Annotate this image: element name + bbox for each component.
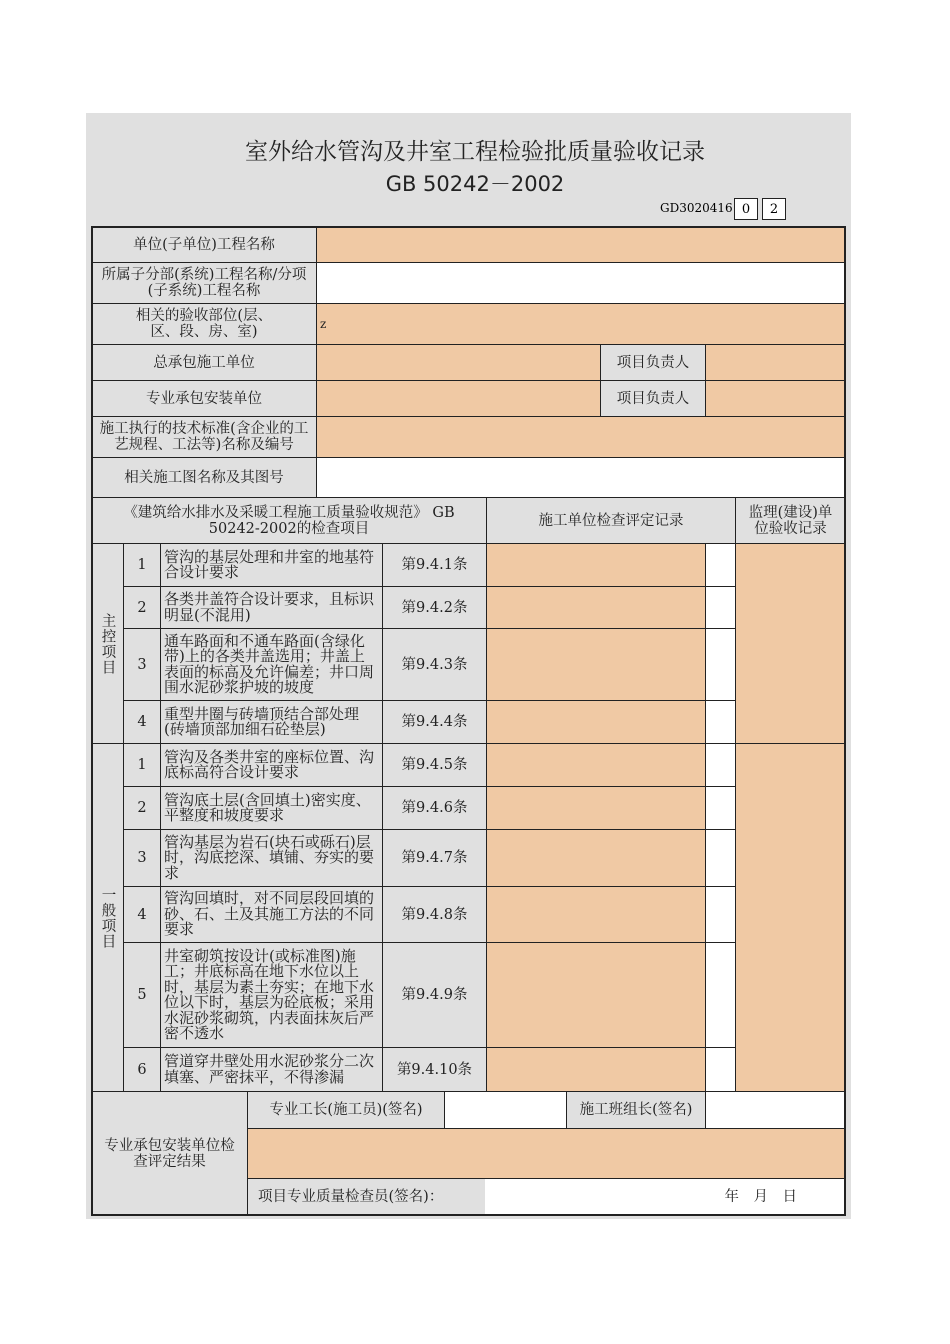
item-description: 重型井圈与砖墙顶结合部处理(砖墙顶部加细石砼垫层): [160, 700, 383, 744]
drawing-label: 相关施工图名称及其图号: [91, 457, 317, 498]
item-check-record[interactable]: [486, 942, 706, 1048]
item-check-record[interactable]: [486, 628, 706, 701]
item-description: 管沟回填时，对不同层段回填的砂、石、土及其施工方法的不同要求: [160, 886, 383, 943]
item-number: 6: [123, 1047, 161, 1092]
item-number: 5: [123, 942, 161, 1048]
item-clause: 第9.4.4条: [382, 700, 487, 744]
main-items-label: 主控项目: [91, 543, 124, 744]
item-number: 1: [123, 743, 161, 787]
item-clause: 第9.4.10条: [382, 1047, 487, 1092]
item-clause: 第9.4.2条: [382, 586, 487, 629]
general-contractor-label: 总承包施工单位: [91, 344, 317, 381]
result-label: 专业承包安装单位检查评定结果: [91, 1091, 248, 1216]
item-description: 管沟的基层处理和井室的地基符合设计要求: [160, 543, 383, 587]
item-result-mark[interactable]: [705, 942, 736, 1048]
item-result-mark[interactable]: [705, 543, 736, 587]
subdivision-field[interactable]: [316, 262, 846, 304]
item-clause: 第9.4.6条: [382, 786, 487, 830]
general-contractor-field[interactable]: [316, 344, 601, 381]
general-items-label: 一般项目: [91, 743, 124, 1092]
item-number: 4: [123, 700, 161, 744]
item-clause: 第9.4.7条: [382, 829, 487, 887]
item-check-record[interactable]: [486, 543, 706, 587]
contractor-record-header: 施工单位检查评定记录: [486, 497, 736, 544]
tech-standard-label: 施工执行的技术标准(含企业的工艺规程、工法等)名称及编号: [91, 416, 317, 458]
sub-contractor-label: 专业承包安装单位: [91, 380, 317, 417]
item-number: 1: [123, 543, 161, 587]
item-clause: 第9.4.1条: [382, 543, 487, 587]
item-result-mark[interactable]: [705, 628, 736, 701]
foreman-label: 专业工长(施工员)(签名): [247, 1091, 445, 1129]
item-clause: 第9.4.5条: [382, 743, 487, 787]
project-manager-label-2: 项目负责人: [600, 380, 706, 417]
item-description: 管沟底土层(含回填土)密实度、平整度和坡度要求: [160, 786, 383, 830]
item-check-record[interactable]: [486, 586, 706, 629]
sub-contractor-field[interactable]: [316, 380, 601, 417]
item-result-mark[interactable]: [705, 743, 736, 787]
general-supervisor-field[interactable]: [735, 743, 846, 1092]
item-check-record[interactable]: [486, 829, 706, 887]
item-check-record[interactable]: [486, 700, 706, 744]
inspector-date-field[interactable]: 年 月 日: [485, 1178, 846, 1216]
item-number: 2: [123, 586, 161, 629]
unit-name-field[interactable]: [316, 226, 846, 263]
foreman-signature-field[interactable]: [444, 1091, 567, 1129]
team-leader-signature-field[interactable]: [705, 1091, 846, 1129]
code-box-1[interactable]: 0: [734, 198, 758, 220]
item-description: 井室砌筑按设计(或标准图)施工；井底标高在地下水位以上时，基层为素土夯实；在地下水位以下时，基层为砼底板；采用水泥砂浆砌筑，内表面抹灰后严密不透水: [160, 942, 383, 1048]
project-manager-label: 项目负责人: [600, 344, 706, 381]
spec-column-header: 《建筑给水排水及采暖工程施工质量验收规范》 GB 50242-2002的检查项目: [91, 497, 487, 544]
item-check-record[interactable]: [486, 1047, 706, 1092]
item-description: 管道穿井壁处用水泥砂浆分二次填塞、严密抹平，不得渗漏: [160, 1047, 383, 1092]
item-clause: 第9.4.3条: [382, 628, 487, 701]
item-check-record[interactable]: [486, 886, 706, 943]
supervisor-record-header: 监理(建设)单位验收记录: [735, 497, 846, 544]
location-field[interactable]: z: [316, 303, 846, 345]
item-description: 通车路面和不通车路面(含绿化带)上的各类井盖选用；井盖上表面的标高及允许偏差；井口周围水泥砂浆护坡的坡度: [160, 628, 383, 701]
form-title: 室外给水管沟及井室工程检验批质量验收记录: [245, 139, 705, 165]
subdivision-label: 所属子分部(系统)工程名称/分项(子系统)工程名称: [91, 262, 317, 304]
item-clause: 第9.4.8条: [382, 886, 487, 943]
item-number: 3: [123, 829, 161, 887]
unit-name-label: 单位(子单位)工程名称: [91, 226, 317, 263]
item-result-mark[interactable]: [705, 829, 736, 887]
item-result-mark[interactable]: [705, 786, 736, 830]
result-field[interactable]: [247, 1128, 846, 1179]
item-result-mark[interactable]: [705, 886, 736, 943]
item-description: 管沟及各类井室的座标位置、沟底标高符合设计要求: [160, 743, 383, 787]
standard-code: GB 50242－2002: [385, 172, 565, 196]
item-description: 管沟基层为岩石(块石或砾石)层时，沟底挖深、填铺、夯实的要求: [160, 829, 383, 887]
form-code: GD3020416: [660, 201, 733, 215]
code-box-2[interactable]: 2: [762, 198, 786, 220]
item-description: 各类井盖符合设计要求，且标识明显(不混用): [160, 586, 383, 629]
item-result-mark[interactable]: [705, 586, 736, 629]
project-manager-field-2[interactable]: [705, 380, 846, 417]
drawing-field[interactable]: [316, 457, 846, 498]
location-label: 相关的验收部位(层、区、段、房、室): [91, 303, 317, 345]
item-check-record[interactable]: [486, 786, 706, 830]
item-check-record[interactable]: [486, 743, 706, 787]
main-supervisor-field[interactable]: [735, 543, 846, 744]
tech-standard-field[interactable]: [316, 416, 846, 458]
inspector-label: 项目专业质量检查员(签名)：: [247, 1178, 486, 1216]
item-result-mark[interactable]: [705, 1047, 736, 1092]
item-clause: 第9.4.9条: [382, 942, 487, 1048]
project-manager-field[interactable]: [705, 344, 846, 381]
team-leader-label: 施工班组长(签名): [566, 1091, 706, 1129]
item-number: 3: [123, 628, 161, 701]
item-result-mark[interactable]: [705, 700, 736, 744]
item-number: 2: [123, 786, 161, 830]
item-number: 4: [123, 886, 161, 943]
